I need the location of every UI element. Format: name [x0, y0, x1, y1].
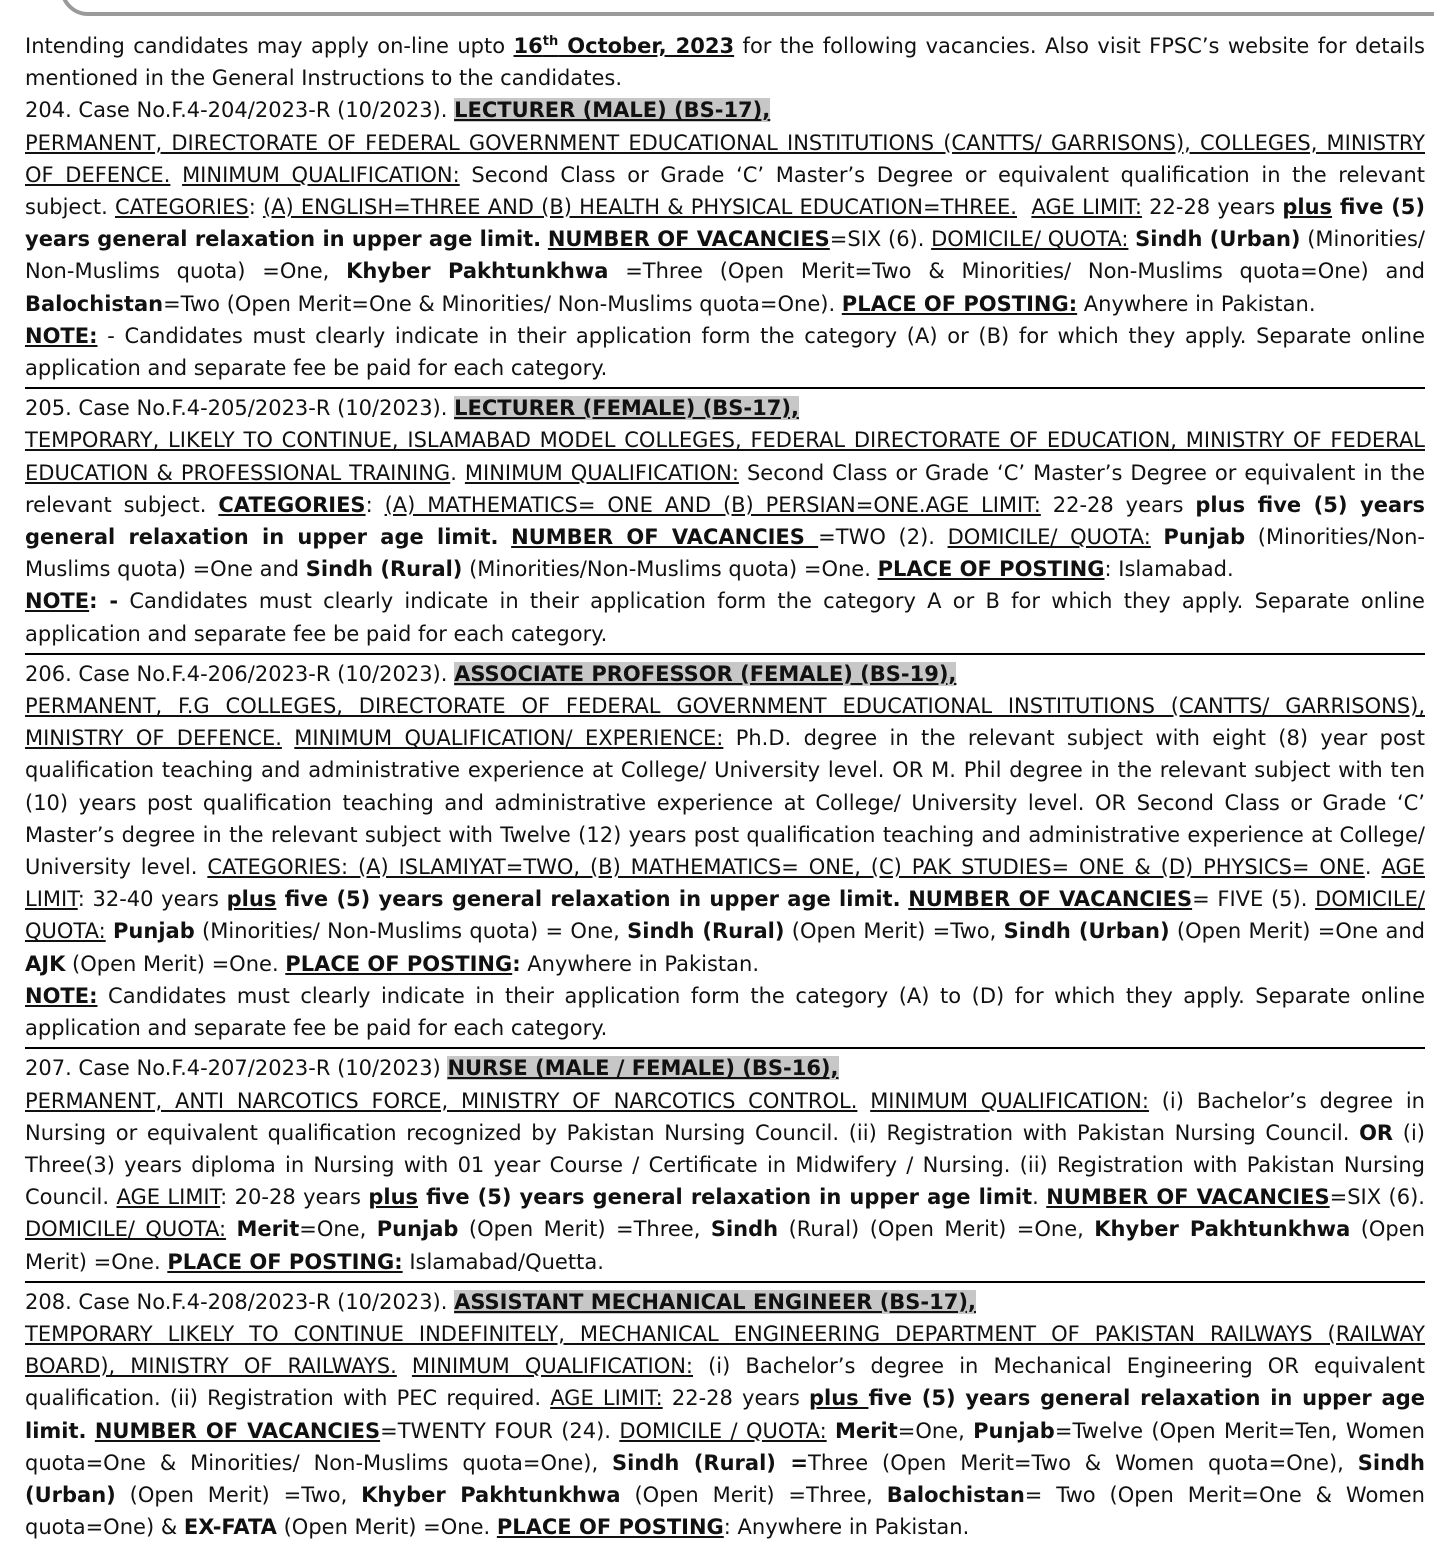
case-205 [25, 392, 1425, 655]
intro-paragraph: Intending candidates may apply on-line upto 16th October, 2023 for the following vacancies. Also visit FPSC’s website for details mentioned in the General Instructions to the candidates. [25, 34, 1425, 91]
case-208 [25, 1286, 1425, 1547]
department: PERMANENT, F.G COLLEGES, DIRECTORATE OF FEDERAL GOVERNMENT EDUCATIONAL INSTITUTIONS (CANTTS/ GARRISONS), MINISTRY OF DEFENCE. [25, 694, 1425, 751]
case-204 [25, 94, 1425, 389]
case-206 [25, 658, 1425, 1049]
case-number: 208. Case No.F.4-208/2023-R (10/2023). [25, 1289, 455, 1314]
post-title: ASSOCIATE PROFESSOR (FEMALE) (BS-19), [454, 661, 957, 686]
post-title: LECTURER (FEMALE) (BS-17), [454, 396, 799, 421]
note-text: Candidates must clearly indicate in their application form the category A or B for which they apply. Separate online application and separate fee be paid for each category. [25, 589, 1425, 646]
case-number: 204. Case No.F.4-204/2023-R (10/2023). [25, 98, 455, 123]
case-204-body: 204. Case No.F.4-204/2023-R (10/2023). LECTURER (MALE) (BS-17), PERMANENT, DIRECTORATE OF FEDERAL GOVERNMENT EDUCATIONAL INSTITUTIONS (CANTTS/ GARRISONS), COLLEGES, MINISTRY OF DEFENCE. MINIMUM QUALIFICATION: Second Class or Grade ‘C’ Master’s Degree or equivalent qualification in the relevant subject. CATEGORIES: (A) ENGLISH=THREE AND (B) HEALTH & PHYSICAL EDUCATION=THREE. AGE LIMIT: 22-28 years plus five (5) years general relaxation in upper age limit. NUMBER OF VACANCIES=SIX (6). DOMICILE/ QUOTA: Sindh (Urban) (Minorities/ Non-Muslims quota) =One, Khyber Pakhtunkhwa =Three (Open Merit=Two & Minorities/ Non-Muslims quota=One) and Balochistan=Two (Open Merit=One & Minorities/ Non-Muslims quota=One). PLACE OF POSTING: Anywhere in Pakistan. NOTE: - Candidates must clearly indicate in their application form the category (A) or (B) for which they apply. Separate online application and separate fee be paid for each category. [25, 98, 1426, 381]
note-text: - Candidates must clearly indicate in their application form the category (A) or (B) for which they apply. Separate online application and separate fee be paid for each category. [25, 323, 1425, 381]
case-205-body: 205. Case No.F.4-205/2023-R (10/2023). LECTURER (FEMALE) (BS-17), TEMPORARY, LIKELY TO CONTINUE, ISLAMABAD MODEL COLLEGES, FEDERAL DIRECTORATE OF EDUCATION, MINISTRY OF FEDERAL EDUCATION & PROFESSIONAL TRAINING. MINIMUM QUALIFICATION: Second Class or Grade ‘C’ Master’s Degree or equivalent in the relevant subject. CATEGORIES: (A) MATHEMATICS= ONE AND (B) PERSIAN=ONE.AGE LIMIT: 22-28 years plus five (5) years general relaxation in upper age limit. NUMBER OF VACANCIES =TWO (2). DOMICILE/ QUOTA: Punjab (Minorities/Non-Muslims quota) =One and Sindh (Rural) (Minorities/Non-Muslims quota) =One. PLACE OF POSTING: Islamabad. NOTE: - Candidates must clearly indicate in their application form the category A or B for which they apply. Separate online application and separate fee be paid for each category. [25, 396, 1426, 646]
department: TEMPORARY LIKELY TO CONTINUE INDEFINITELY, MECHANICAL ENGINEERING DEPARTMENT OF PAKISTAN RAILWAYS (RAILWAY BOARD), MINISTRY OF RAILWAYS. [25, 1321, 1425, 1379]
case-207-body: 207. Case No.F.4-207/2023-R (10/2023) NURSE (MALE / FEMALE) (BS-16), PERMANENT, ANTI NARCOTICS FORCE, MINISTRY OF NARCOTICS CONTROL. MINIMUM QUALIFICATION: (i) Bachelor’s degree in Nursing or equivalent qualification recognized by Pakistan Nursing Council. (ii) Registration with Pakistan Nursing Council. OR (i) Three(3) years diploma in Nursing with 01 year Course / Certificate in Midwifery / Nursing. (ii) Registration with Pakistan Nursing Council. AGE LIMIT: 20-28 years plus five (5) years general relaxation in upper age limit. NUMBER OF VACANCIES=SIX (6). DOMICILE/ QUOTA: Merit=One, Punjab (Open Merit) =Three, Sindh (Rural) (Open Merit) =One, Khyber Pakhtunkhwa (Open Merit) =One. PLACE OF POSTING: Islamabad/Quetta. [25, 1056, 1425, 1274]
department: PERMANENT, ANTI NARCOTICS FORCE, MINISTRY OF NARCOTICS CONTROL. [25, 1088, 858, 1113]
post-title: ASSISTANT MECHANICAL ENGINEER (BS-17), [454, 1289, 976, 1314]
case-207 [25, 1052, 1425, 1282]
case-number: 206. Case No.F.4-206/2023-R (10/2023). [25, 661, 455, 686]
department: TEMPORARY, LIKELY TO CONTINUE, ISLAMABAD MODEL COLLEGES, FEDERAL DIRECTORATE OF EDUCATION, MINISTRY OF FEDERAL EDUCATION & PROFESSIONAL TRAINING [25, 428, 1425, 485]
note-text: Candidates must clearly indicate in their application form the category (A) to (D) for which they apply. Separate online application and separate fee be paid for each category. [25, 983, 1425, 1041]
post-title: LECTURER (MALE) (BS-17), [454, 98, 771, 123]
note-label: NOTE [25, 589, 90, 614]
case-number: 205. Case No.F.4-205/2023-R (10/2023). [25, 396, 455, 421]
advertisement-document [25, 30, 1425, 1549]
case-208-body: 208. Case No.F.4-208/2023-R (10/2023). ASSISTANT MECHANICAL ENGINEER (BS-17), TEMPORARY LIKELY TO CONTINUE INDEFINITELY, MECHANICAL ENGINEERING DEPARTMENT OF PAKISTAN RAILWAYS (RAILWAY BOARD), MINISTRY OF RAILWAYS. MINIMUM QUALIFICATION: (i) Bachelor’s degree in Mechanical Engineering OR equivalent qualification. (ii) Registration with PEC required. AGE LIMIT: 22-28 years plus five (5) years general relaxation in upper age limit. NUMBER OF VACANCIES=TWENTY FOUR (24). DOMICILE / QUOTA: Merit=One, Punjab=Twelve (Open Merit=Ten, Women quota=One & Minorities/ Non-Muslims quota=One), Sindh (Rural) =Three (Open Merit=Two & Women quota=One), Sindh (Urban) (Open Merit) =Two, Khyber Pakhtunkhwa (Open Merit) =Three, Balochistan= Two (Open Merit=One & Women quota=One) & EX-FATA (Open Merit) =One. PLACE OF POSTING: Anywhere in Pakistan. [25, 1289, 1426, 1540]
note-label: NOTE: [25, 323, 98, 348]
top-frame-border [60, 0, 1434, 16]
department: PERMANENT, DIRECTORATE OF FEDERAL GOVERNMENT EDUCATIONAL INSTITUTIONS (CANTTS/ GARRISONS), COLLEGES, MINISTRY OF DEFENCE. [25, 130, 1425, 187]
post-title: NURSE (MALE / FEMALE) (BS-16), [447, 1056, 839, 1081]
note-label: NOTE: [25, 983, 98, 1008]
case-number: 207. Case No.F.4-207/2023-R (10/2023) [25, 1056, 448, 1081]
case-206-body: 206. Case No.F.4-206/2023-R (10/2023). ASSOCIATE PROFESSOR (FEMALE) (BS-19), PERMANENT, F.G COLLEGES, DIRECTORATE OF FEDERAL GOVERNMENT EDUCATIONAL INSTITUTIONS (CANTTS/ GARRISONS), MINISTRY OF DEFENCE. MINIMUM QUALIFICATION/ EXPERIENCE: Ph.D. degree in the relevant subject with eight (8) year post qualification teaching and administrative experience at College/ University level. OR M. Phil degree in the relevant subject with ten (10) years post qualification teaching and administrative experience at College/ University level. OR Second Class or Grade ‘C’ Master’s degree in the relevant subject with Twelve (12) years post qualification teaching and administrative experience at College/ University level. CATEGORIES: (A) ISLAMIYAT=TWO, (B) MATHEMATICS= ONE, (C) PAK STUDIES= ONE & (D) PHYSICS= ONE. AGE LIMIT: 32-40 years plus five (5) years general relaxation in upper age limit. NUMBER OF VACANCIES= FIVE (5). DOMICILE/ QUOTA: Punjab (Minorities/ Non-Muslims quota) = One, Sindh (Rural) (Open Merit) =Two, Sindh (Urban) (Open Merit) =One and AJK (Open Merit) =One. PLACE OF POSTING: Anywhere in Pakistan. NOTE: Candidates must clearly indicate in their application form the category (A) to (D) for which they apply. Separate online application and separate fee be paid for each category. [25, 661, 1425, 1041]
deadline-date: 16th October, 2023 [513, 34, 735, 58]
